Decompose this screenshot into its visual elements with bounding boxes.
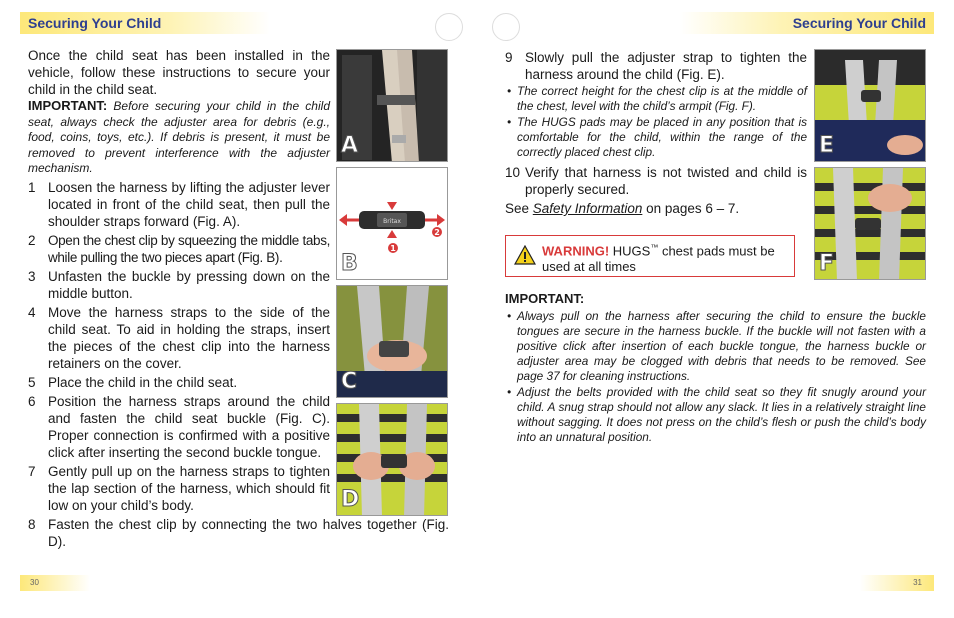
- registration-mark-right: [492, 13, 520, 41]
- figure-b-diagram: [336, 167, 448, 280]
- important-label: IMPORTANT:: [28, 98, 108, 113]
- figure-c-label: C: [341, 369, 358, 394]
- right-column: [505, 47, 807, 217]
- figure-b-num-1: 1: [390, 244, 396, 253]
- figure-f-photo: [814, 167, 926, 280]
- step-9: 9 Slowly pull the adjuster strap to tighten the harness around the child (Fig. E).: [505, 50, 807, 82]
- step-9-bullet-2: • The HUGS pads may be placed in any position that is comfortable for the child, within the range of the correctly placed chest clip.: [507, 115, 807, 159]
- figure-b-clip-text: Britax: [383, 218, 401, 225]
- step-5: 5 Place the child in the child seat.: [28, 374, 238, 390]
- figure-a-photo: [336, 49, 448, 162]
- figure-e-photo: [814, 49, 926, 162]
- step-1: 1 Loosen the harness by lifting the adjuster lever located in front of the child seat, then pull the shoulder straps forward (Fig. A).: [28, 179, 330, 229]
- step-10: 10 Verify that harness is not twisted and child is properly secured.: [505, 165, 807, 197]
- warning-text: chest pads must be used at all times: [542, 243, 775, 275]
- figure-c-photo: [336, 285, 448, 398]
- warning-triangle-icon: [514, 245, 536, 265]
- important-bullet-1: • Always pull on the harness after securing the child to ensure the buckle tongues are secure in the harness buckle. If the buckle will not fasten with a positive click after insertion of each buckle tongue, the harness buckle or adjuster area may be clogged with debris that needs to be removed. See page 37 for cleaning instructions.: [507, 309, 926, 383]
- step-3: 3 Unfasten the buckle by pressing down on the middle button.: [28, 268, 330, 301]
- step-8: 8 Fasten the chest clip by connecting the two halves together (Fig. D).: [28, 516, 449, 549]
- left-page-header: Securing Your Child: [20, 12, 270, 34]
- figure-b-num-2: 2: [434, 228, 440, 237]
- important-note: [28, 98, 330, 177]
- important-section: [505, 290, 926, 445]
- figure-e-label: E: [819, 133, 835, 158]
- important-heading: IMPORTANT:: [505, 291, 585, 306]
- step-6: 6 Position the harness straps around the child and fasten the child seat buckle (Fig. C). Proper connection is confirmed with a positive click after inserting the second buckle tongue.: [28, 393, 330, 460]
- see-safety-info: See Safety Information on pages 6 – 7.: [505, 201, 740, 216]
- step-4: 4 Move the harness straps to the side of the child seat. To aid in holding the straps, insert the pieces of the chest clip into the harness retainers on the cover.: [28, 304, 330, 371]
- right-page-header: Securing Your Child: [680, 12, 934, 34]
- safety-information-link[interactable]: Safety Information: [532, 201, 643, 216]
- figure-d-label: D: [341, 487, 360, 512]
- step-2: 2 Open the chest clip by squeezing the middle tabs, while pulling the two pieces apart (Fig. B).: [28, 232, 330, 265]
- important-bullet-2: • Adjust the belts provided with the child seat so they fit snugly around your child. A snug strap should not allow any slack. It lies in a relatively straight line without sagging. It does not press on the child’s flesh or push the child’s body into an unnatural position.: [507, 385, 926, 444]
- intro-paragraph: Once the child seat has been installed in the vehicle, follow these instructions to secure your child in the child seat.: [28, 48, 330, 97]
- important-text: Before securing your child in the child seat, always check the adjuster area for debris (e.g., food, coins, toys, etc.). If debris is present, it must be removed to prevent interference with the adjuster mechanism.: [28, 99, 330, 175]
- figure-d-photo: [336, 403, 448, 516]
- step-9-bullet-1: • The correct height for the chest clip is at the middle of the chest, level with the child’s armpit (Fig. F).: [507, 84, 807, 113]
- figure-b-label: B: [341, 251, 358, 276]
- right-page-number: 31: [860, 575, 934, 591]
- registration-mark-left: [435, 13, 463, 41]
- warning-box: WARNING! HUGS™ chest pads must be used at all times: [505, 235, 795, 277]
- step-7: 7 Gently pull up on the harness straps to tighten the lap section of the harness, which should fit low on your child’s body.: [28, 463, 330, 513]
- figure-f-label: F: [819, 251, 835, 276]
- left-page-number: 30: [20, 575, 90, 591]
- figure-a-label: A: [341, 133, 359, 158]
- warning-label: WARNING!: [542, 243, 610, 259]
